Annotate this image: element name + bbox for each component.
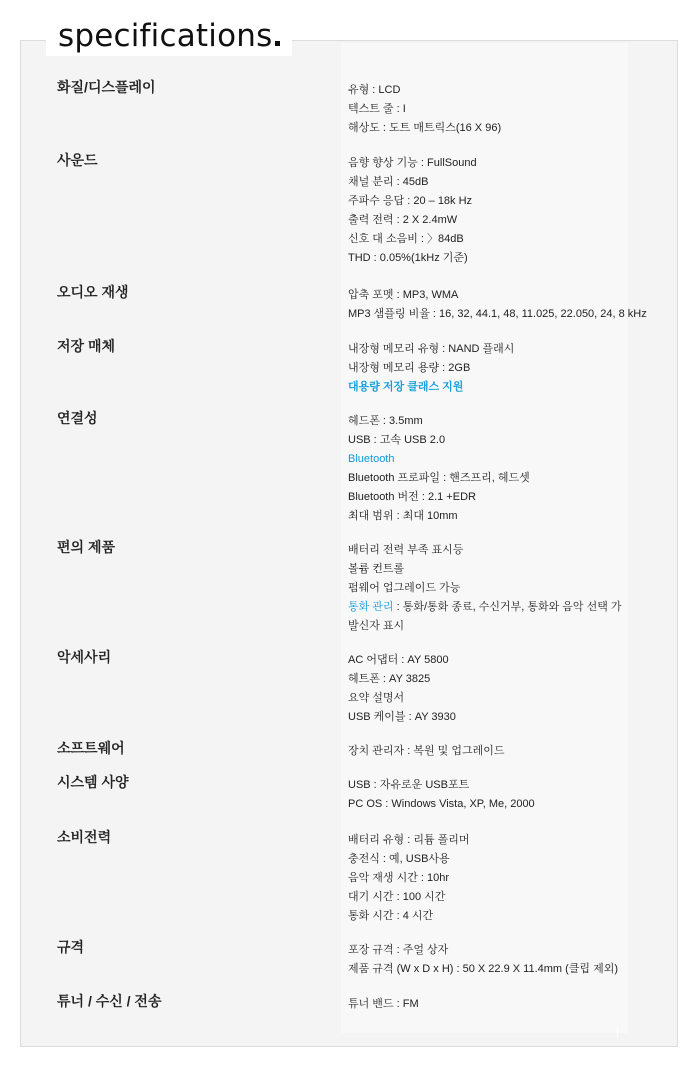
title-wrap — [46, 16, 292, 56]
spec-value-line: 발신자 표시 — [348, 620, 405, 632]
spec-label: 저장 매체 — [57, 338, 115, 354]
spec-values — [348, 831, 648, 926]
spec-values — [348, 742, 648, 761]
spec-value-line: AC 어댑터 : AY 5800 — [348, 654, 449, 666]
spec-value-line: 통화 시간 : 4 시간 — [348, 910, 434, 922]
spec-values — [348, 154, 648, 268]
spec-values — [348, 776, 648, 814]
spec-value-line: 요약 설명서 — [348, 692, 405, 704]
spec-label: 화질/디스플레이 — [57, 79, 156, 95]
spec-values — [348, 995, 648, 1014]
spec-label: 소비전력 — [57, 829, 112, 845]
spec-value-line: MP3 샘플링 비율 : 16, 32, 44.1, 48, 11.025, 22.050, 24, 8 kHz — [348, 308, 647, 320]
spec-label: 사운드 — [57, 152, 98, 168]
spec-value-line: Bluetooth 프로파일 : 핸즈프리, 헤드셋 — [348, 472, 530, 484]
spec-value-line: PC OS : Windows Vista, XP, Me, 2000 — [348, 798, 535, 810]
spec-value-line: Bluetooth — [348, 453, 395, 465]
spec-value-line: THD : 0.05%(1kHz 기준) — [348, 252, 468, 264]
spec-value-line: 튜너 밴드 : FM — [348, 998, 419, 1010]
spec-label: 소프트웨어 — [57, 740, 125, 756]
spec-value-line: 헤드폰 : 3.5mm — [348, 415, 423, 427]
spec-value-line: 헤트폰 : AY 3825 — [348, 673, 431, 685]
spec-values — [348, 340, 648, 397]
spec-values — [348, 541, 648, 636]
spec-label: 편의 제품 — [57, 539, 115, 555]
spec-value-line: 유형 : LCD — [348, 84, 401, 96]
spec-value-line: 최대 범위 : 최대 10mm — [348, 510, 458, 522]
spec-value-line: USB 케이블 : AY 3930 — [348, 711, 456, 723]
page-title-text: specifications — [58, 18, 273, 54]
spec-label: 오디오 재생 — [57, 284, 129, 300]
scroll-marker — [617, 1027, 621, 1037]
spec-value-text: : 통화/통화 종료, 수신거부, 통화와 음악 선택 가 — [393, 601, 622, 613]
spec-label: 악세사리 — [57, 649, 112, 665]
spec-value-line: 출력 전력 : 2 X 2.4mW — [348, 214, 458, 226]
spec-value-line: 해상도 : 도트 매트릭스(16 X 96) — [348, 122, 502, 134]
spec-value-line: 내장형 메모리 유형 : NAND 플래시 — [348, 343, 515, 355]
spec-values — [348, 81, 648, 138]
spec-value-line: 압축 포멧 : MP3, WMA — [348, 289, 459, 301]
spec-value-line: 채널 분리 : 45dB — [348, 176, 429, 188]
spec-value-line: 충전식 : 예, USB사용 — [348, 853, 450, 865]
spec-value-line: 텍스트 줄 : I — [348, 103, 406, 115]
spec-value-line: Bluetooth 버전 : 2.1 +EDR — [348, 491, 476, 503]
spec-value-line: 펌웨어 업그레이드 가능 — [348, 582, 461, 594]
spec-value-line: 대기 시간 : 100 시간 — [348, 891, 446, 903]
spec-value-line: USB : 고속 USB 2.0 — [348, 434, 446, 446]
spec-value-line: 내장형 메모리 용량 : 2GB — [348, 362, 471, 374]
spec-value-line: 음향 향상 기능 : FullSound — [348, 157, 477, 169]
spec-value-line: 신호 대 소음비 : 〉84dB — [348, 233, 464, 245]
spec-value-line: 포장 규격 : 주얼 상자 — [348, 944, 449, 956]
spec-values — [348, 941, 648, 979]
title-dot-icon — [275, 41, 280, 46]
spec-value-line: 제품 규격 (W x D x H) : 50 X 22.9 X 11.4mm (클립 제외) — [348, 963, 619, 975]
spec-value-line: 대용량 저장 클래스 지원 — [348, 381, 464, 393]
spec-value-line — [348, 598, 648, 617]
spec-values — [348, 412, 648, 526]
spec-value-line: 음악 재생 시간 : 10hr — [348, 872, 450, 884]
spec-label: 시스템 사양 — [57, 774, 129, 790]
spec-value-line: 배터리 유형 : 리튬 폴리머 — [348, 834, 470, 846]
spec-value-line: 장치 관리자 : 복원 및 업그레이드 — [348, 745, 505, 757]
spec-value-line: 배터리 전력 부족 표시등 — [348, 544, 464, 556]
spec-value-line: USB : 자유로운 USB포트 — [348, 779, 470, 791]
spec-value-highlight: 통화 관리 — [348, 601, 394, 613]
page-title — [58, 16, 280, 56]
spec-label: 튜너 / 수신 / 전송 — [57, 993, 162, 1009]
spec-value-line: 볼륨 컨트롤 — [348, 563, 405, 575]
spec-label: 규격 — [57, 939, 85, 955]
spec-label: 연결성 — [57, 410, 98, 426]
spec-values — [348, 651, 648, 727]
spec-values — [348, 286, 648, 324]
spec-value-line: 주파수 응답 : 20 – 18k Hz — [348, 195, 473, 207]
